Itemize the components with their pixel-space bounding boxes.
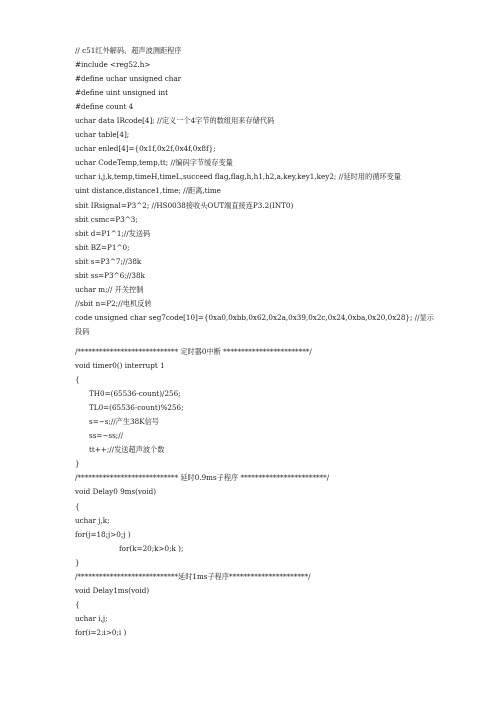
code-line: code unsigned char seg7code[10]={0xa0,0xbb,0x62,0x2a,0x39,0x2c,0x24,0xba,0x20,0x28}; //显示段码	[75, 312, 434, 336]
code-line: sbit IRsignal=P3^2; //HS0038接收头OUT端直接连P3.2(INT0)	[75, 200, 294, 210]
code-line: tt++;//发送超声波个数	[89, 445, 165, 455]
code-line: #define uchar unsigned char	[75, 74, 182, 84]
code-line: for(i=2;i>0;i )	[75, 627, 127, 637]
code-line: //sbit n=P2;//电机反转	[75, 298, 152, 308]
code-listing	[75, 44, 435, 640]
code-comment-banner: /****************************延时1ms子程序**********************/	[75, 571, 311, 581]
code-line: sbit ss=P3^6;//38k	[75, 270, 145, 280]
code-line: {	[75, 375, 80, 385]
code-line: uchar CodeTemp,temp,tt; //编码字节缓存变量	[75, 158, 233, 168]
code-line: void Delay0 9ms(void)	[75, 487, 157, 497]
code-line: }	[75, 459, 80, 469]
code-line: uchar table[4];	[75, 130, 130, 140]
code-line: uchar enled[4]={0x1f,0x2f,0x4f,0x8f};	[75, 144, 216, 154]
code-line: s=~s;//产生38K信号	[89, 417, 159, 427]
code-line: void Delay1ms(void)	[75, 585, 150, 595]
code-line: uint distance,distance1,time; //距离,time	[75, 186, 221, 196]
code-line: uchar data IRcode[4]; //定义一个4字节的数组用来存储代码	[75, 116, 275, 126]
code-line: uchar i,j,k,temp,timeH,timeL,succeed flag,flag,h,h1,h2,a,key,key1,key2; //延时用的循环变量	[75, 172, 401, 182]
code-line: #include <reg52.h>	[75, 60, 151, 70]
code-line: uchar m;// 开关控制	[75, 284, 144, 294]
code-comment-banner: /**************************** 延时0.9ms子程序 ************************/	[75, 473, 330, 483]
code-line: TH0=(65536-count)/256;	[89, 389, 181, 399]
code-line: {	[75, 599, 80, 609]
code-line: void timer0() interrupt 1	[75, 361, 165, 371]
code-line: ss=~ss;//	[89, 431, 124, 441]
code-line: for(j=18;j>0;j )	[75, 529, 131, 539]
code-comment-banner: /**************************** 定时器0中断 ************************/	[75, 346, 312, 356]
code-line: sbit csmc=P3^3;	[75, 214, 138, 224]
code-line: sbit d=P1^1;//发送码	[75, 228, 151, 238]
code-line: }	[75, 557, 80, 567]
code-line: TL0=(65536-count)%256;	[89, 403, 184, 413]
code-line: for(k=20;k>0;k );	[119, 543, 184, 553]
code-line: // c51红外解码、超声波测距程序	[75, 46, 182, 55]
code-line: #define uint unsigned int	[75, 88, 168, 98]
code-line: {	[75, 501, 80, 511]
code-line: #define count 4	[75, 102, 134, 112]
code-line: uchar i,j;	[75, 613, 108, 623]
code-line: sbit BZ=P1^0;	[75, 242, 130, 252]
code-line: uchar j,k;	[75, 515, 110, 525]
code-line: sbit s=P3^7;//38k	[75, 256, 142, 266]
